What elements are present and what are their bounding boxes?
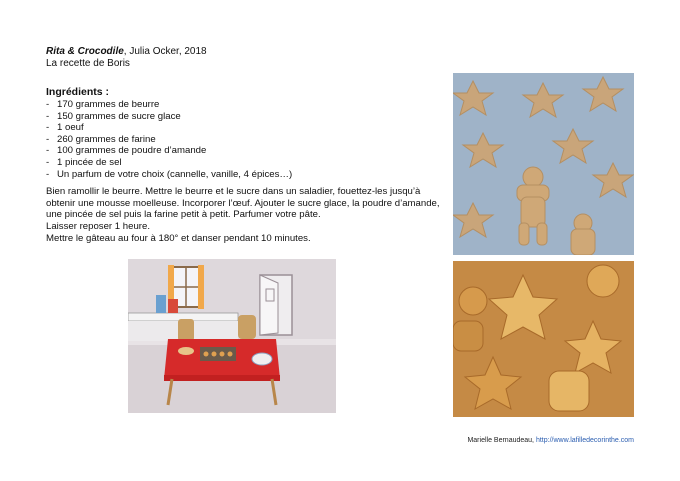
recipe-subtitle: La recette de Boris xyxy=(46,58,130,69)
book-author-year: , Julia Ocker, 2018 xyxy=(123,46,207,57)
baked-cookies-photo xyxy=(453,261,634,417)
step-paragraph: Mettre le gâteau au four à 180° et danser pendant 10 minutes. xyxy=(46,232,311,244)
ingredients-list xyxy=(46,99,292,180)
book-title: Rita & Crocodile xyxy=(46,46,124,57)
ingredient-item: - 1 pincée de sel xyxy=(46,157,292,169)
ingredient-item: - 260 grammes de farine xyxy=(46,134,292,146)
step-paragraph: Laisser reposer 1 heure. xyxy=(46,221,150,233)
ingredient-item: - 1 oeuf xyxy=(46,122,292,134)
ingredient-item: - Un parfum de votre choix (cannelle, vanille, 4 épices…) xyxy=(46,169,292,181)
credit-author: Marielle Bernaudeau, xyxy=(467,437,536,444)
photo-credit xyxy=(467,437,634,444)
raw-cookies-photo xyxy=(453,73,634,255)
ingredient-item: - 100 grammes de poudre d’amande xyxy=(46,145,292,157)
credit-link[interactable]: http://www.lafilledecorinthe.com xyxy=(535,437,634,444)
recipe-steps xyxy=(46,186,446,245)
kitchen-illustration xyxy=(128,259,336,413)
book-reference xyxy=(46,45,207,58)
step-paragraph: Bien ramollir le beurre. Mettre le beurre et le sucre dans un saladier, fouettez-les jusqu’à obtenir une mousse moelleuse. Incorporer l’œuf. Ajouter le sucre glace, la poudre d’amande, une pincée de sel puis la farine petit à petit. Parfumer votre pâte. xyxy=(46,186,440,221)
ingredients-heading: Ingrédients : xyxy=(46,86,110,98)
ingredient-item: - 150 grammes de sucre glace xyxy=(46,111,292,123)
ingredient-item: - 170 grammes de beurre xyxy=(46,99,292,111)
